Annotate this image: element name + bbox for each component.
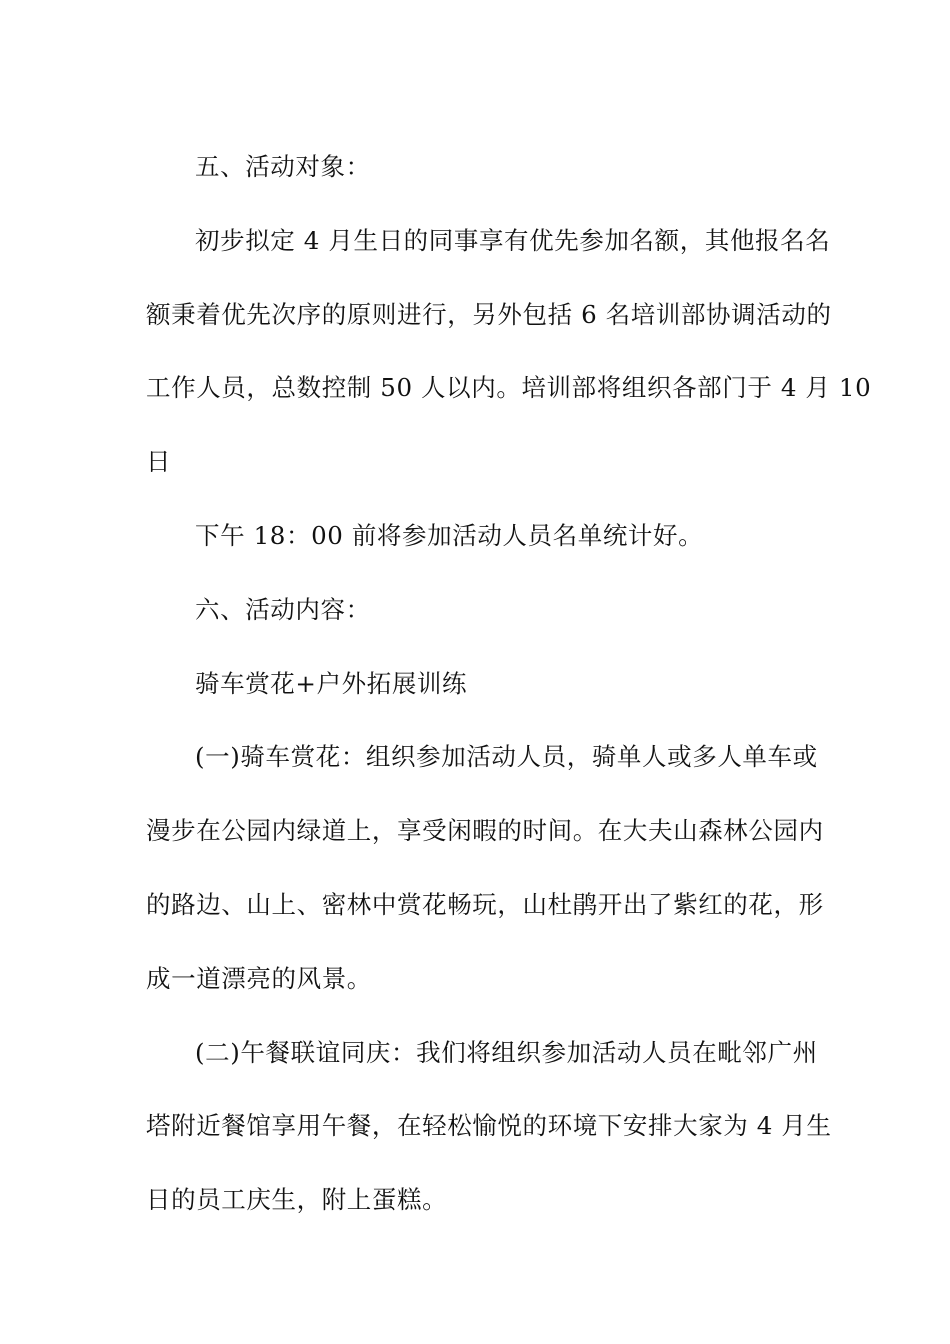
text-line: 工作人员，总数控制 50 人以内。培训部将组织各部门于 4 月 10: [146, 373, 872, 403]
text-line: 骑车赏花+户外拓展训练: [195, 668, 468, 698]
paragraph-lunch-celebration: [146, 1016, 832, 1237]
paragraph-deadline: [146, 499, 808, 573]
text-line: 六、活动内容：: [195, 594, 371, 624]
text-line: 的路边、山上、密林中赏花畅玩，山杜鹃开出了紫红的花，形: [146, 889, 824, 919]
section-heading-activity-target: [146, 130, 808, 204]
text-line: 额秉着优先次序的原则进行，另外包括 6 名培训部协调活动的: [146, 299, 832, 329]
text-line: 下午 18：00 前将参加活动人员名单统计好。: [195, 520, 704, 550]
text-line: 五、活动对象：: [195, 152, 371, 181]
paragraph-activity-summary: [146, 647, 808, 721]
document-body: [146, 130, 872, 1237]
text-line: (一)骑车赏花：组织参加活动人员，骑单人或多人单车或: [195, 742, 818, 772]
paragraph-cycling-flowers: [146, 720, 824, 1015]
text-line: (二)午餐联谊同庆：我们将组织参加活动人员在毗邻广州: [195, 1037, 818, 1067]
text-line: 成一道漂亮的风景。: [146, 963, 372, 993]
text-line: 漫步在公园内绿道上，享受闲暇的时间。在大夫山森林公园内: [146, 816, 824, 846]
section-heading-activity-content: [146, 573, 808, 647]
text-line: 塔附近餐馆享用午餐，在轻松愉悦的环境下安排大家为 4 月生: [146, 1111, 832, 1141]
text-line: 日: [146, 447, 172, 477]
paragraph-activity-target: [146, 204, 872, 499]
text-line: 日的员工庆生，附上蛋糕。: [146, 1185, 448, 1215]
text-line: 初步拟定 4 月生日的同事享有优先参加名额，其他报名名: [195, 225, 831, 255]
